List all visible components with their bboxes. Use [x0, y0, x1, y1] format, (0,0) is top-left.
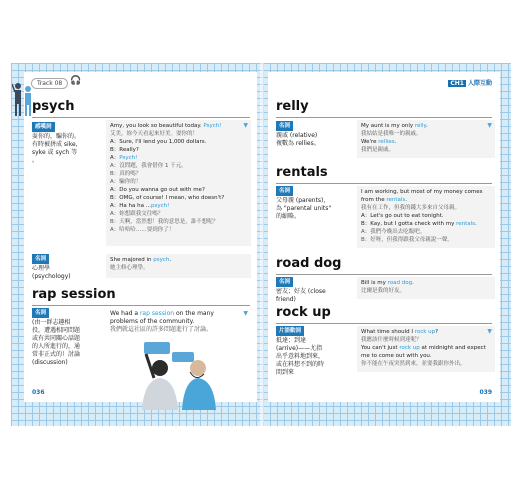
definition-line: (由一群志趣相 [32, 319, 71, 326]
highlighted-term: rock up [399, 345, 420, 351]
definition-line: 複數為 rellies。 [276, 140, 320, 147]
example-fragment: . [425, 123, 428, 129]
example-box-psych-2 [106, 254, 251, 278]
definition-text [32, 265, 104, 281]
example-fragment: She majored in [110, 257, 154, 263]
example-line [361, 336, 491, 344]
example-fragment: 艾美，妳今天看起來好美。耍你的！ [110, 131, 199, 137]
definition-line: (psychology) [32, 273, 71, 280]
example-fragment: Bill is my [361, 280, 388, 286]
example-line [110, 310, 247, 318]
example-text [361, 328, 491, 368]
example-fragment: B：好呀，但我得跟我父母親說一聲。 [361, 237, 453, 243]
example-fragment: You can't just [361, 345, 400, 351]
definition-line: 出乎意料地到來， [276, 353, 325, 360]
example-text [361, 279, 491, 295]
spine [260, 63, 264, 426]
left-page [24, 72, 257, 402]
definition-line: 親戚 (relative) [276, 132, 318, 139]
example-line [110, 178, 247, 186]
example-line [110, 138, 247, 146]
example-line [110, 170, 247, 178]
book-spread [11, 63, 511, 426]
divider [276, 117, 492, 118]
definition-line: 耍你的，騙你的。 [32, 133, 81, 140]
example-fragment: . [394, 139, 397, 145]
pos-badge: 名詞 [276, 121, 293, 131]
example-fragment: A：騙你的！ [110, 179, 142, 185]
example-fragment: 我姑姑是我唯一的親戚。 [361, 131, 422, 137]
example-fragment: 我們就這社區的許多問題進行了討論。 [110, 326, 213, 333]
example-fragment: A：Ha ha ha ... [110, 203, 151, 209]
example-line [110, 154, 247, 162]
example-fragment: from the [361, 197, 387, 203]
example-fragment: . [169, 257, 172, 263]
divider [276, 183, 492, 184]
example-line [361, 220, 491, 228]
definition-line: 投，遭遇相同問題 [32, 327, 81, 334]
definition-line: (arrive)——尤指 [276, 345, 323, 352]
track-label: Track 08 [31, 78, 68, 89]
chapter-label [448, 78, 492, 87]
example-fragment: What time should I [361, 329, 415, 335]
highlighted-term: Psych! [119, 155, 138, 161]
example-line [361, 196, 491, 204]
example-fragment: B：Really? [110, 147, 139, 153]
example-fragment: 我們是親戚。 [361, 147, 395, 153]
highlighted-term: road dog [387, 280, 413, 286]
example-fragment: My aunt is my only [361, 123, 415, 129]
highlighted-term: psych [153, 257, 170, 263]
example-fragment: A：我們今晚出去吃飯吧。 [361, 229, 426, 235]
definition-line: (discussion) [32, 359, 68, 366]
example-line [110, 122, 247, 130]
example-line [110, 256, 247, 264]
example-box-psych-1 [106, 120, 251, 246]
definition-line: 。 [32, 157, 39, 164]
definition-rock-up [276, 326, 356, 377]
highlighted-term: rellies [378, 139, 395, 145]
example-line [110, 130, 247, 138]
definition-relly [276, 121, 356, 148]
example-fragment: A：妳想跟我交往嗎？ [110, 211, 164, 217]
example-line [110, 326, 247, 334]
example-box-rap-session [106, 308, 251, 334]
definition-line: 抵達；到達 [276, 337, 307, 344]
example-fragment: Amy, you look so beautiful today. [110, 123, 204, 129]
divider [276, 323, 492, 324]
example-line [361, 188, 491, 196]
chapter-tag: CH1 [450, 80, 464, 87]
example-fragment: B：天啊，當然想！我的意思是，誰不想呢？ [110, 219, 219, 225]
example-line [361, 360, 491, 368]
chapter-title: 人際互動 [467, 80, 492, 87]
example-line [110, 194, 247, 202]
pos-badge: 片語動詞 [276, 326, 304, 336]
example-box-relly [357, 120, 495, 158]
definition-text [32, 133, 104, 165]
example-fragment: A： [110, 155, 120, 161]
example-fragment: . [412, 280, 414, 286]
definition-text [276, 132, 356, 148]
definition-line: 的縮略。 [276, 213, 301, 220]
definition-rap-session [32, 308, 104, 367]
triangle-icon: ▼ [243, 310, 248, 317]
pos-badge: 名詞 [276, 277, 293, 287]
example-line [361, 228, 491, 236]
definition-line: 或在料想不到的時 [276, 361, 325, 368]
example-fragment: I am working, but most of my money comes [361, 189, 483, 195]
example-fragment: at midnight and expect [419, 345, 486, 351]
entry-word-rentals: rentals [276, 165, 328, 180]
example-fragment: on the many [174, 310, 214, 317]
pos-badge: 名詞 [276, 186, 293, 196]
example-box-road-dog [357, 277, 495, 299]
entry-word-rap-session: rap session [32, 287, 116, 302]
page-number-left: 036 [32, 389, 45, 396]
example-text [110, 122, 247, 234]
example-fragment: B：Kay, but I gotta check with my [361, 221, 457, 227]
definition-line: 為 "parental units" [276, 205, 332, 212]
definition-rentals [276, 186, 356, 221]
divider [32, 117, 250, 118]
example-text [361, 122, 491, 154]
definition-line: friend) [276, 296, 296, 303]
example-box-rock-up [357, 326, 495, 372]
example-text [361, 188, 491, 244]
example-line [110, 218, 247, 226]
example-fragment: me to come out with you. [361, 353, 432, 359]
right-page [268, 72, 500, 402]
definition-text [276, 288, 356, 304]
example-line [361, 287, 491, 295]
example-line [110, 186, 247, 194]
example-fragment: 她主修心理學。 [110, 265, 149, 271]
highlighted-term: psych! [150, 203, 170, 209]
triangle-icon: ▼ [243, 122, 248, 129]
page-number-right: 039 [479, 389, 492, 396]
entry-word-psych: psych [32, 99, 75, 114]
example-line [361, 138, 491, 146]
definition-psych-1 [32, 122, 104, 165]
example-line [361, 344, 491, 352]
example-fragment: problems of the community. [110, 318, 195, 325]
definition-line: 或有共同關心話題 [32, 335, 81, 342]
example-line [361, 204, 491, 212]
highlighted-term: Psych! [203, 123, 222, 129]
triangle-icon: ▼ [487, 328, 492, 335]
divider [32, 305, 250, 306]
example-line [361, 279, 491, 287]
definition-line: 心理學 [32, 265, 51, 272]
definition-road-dog [276, 277, 356, 304]
example-line [110, 264, 247, 272]
example-fragment: A：Sure, I'll lend you 1,000 dollars. [110, 139, 207, 145]
definition-line: 常非正式的）討論 [32, 351, 81, 358]
example-fragment: B：OMG, of course! I mean, who doesn't? [110, 195, 225, 201]
example-fragment: 比爾是我的好友。 [361, 288, 406, 294]
discussion-illustration [124, 334, 228, 414]
example-text [110, 256, 247, 272]
example-fragment: 你不能在午夜突然到來，並要我跟你外出。 [361, 361, 466, 367]
example-line [361, 122, 491, 130]
example-line [110, 162, 247, 170]
example-fragment: . [405, 197, 408, 203]
example-line [110, 146, 247, 154]
highlighted-term: rap session [139, 310, 175, 317]
definition-text [276, 197, 356, 221]
example-fragment: . [475, 221, 477, 227]
pos-badge: 感嘆詞 [32, 122, 55, 132]
example-line [361, 352, 491, 360]
example-line [110, 318, 247, 326]
example-line [361, 236, 491, 244]
example-fragment: A：哈哈哈……耍到你了！ [110, 227, 175, 233]
example-fragment: A：沒問題，我會借你 1 千元。 [110, 163, 187, 169]
example-line [361, 130, 491, 138]
pos-badge: 名詞 [32, 308, 49, 318]
example-line [110, 226, 247, 234]
definition-line: 密友；好友 (close [276, 288, 326, 295]
example-fragment: We had a [110, 310, 140, 317]
example-fragment: A：Do you wanna go out with me? [110, 187, 205, 193]
example-fragment: ? [435, 329, 439, 335]
definition-line: syke 或 sych 等 [32, 149, 78, 156]
example-fragment: A：Let's go out to eat tonight. [361, 213, 444, 219]
definition-text [32, 319, 104, 367]
example-fragment: B：真的嗎？ [110, 171, 142, 177]
definition-line: 有時被拼成 sike, [32, 141, 78, 148]
example-line [361, 212, 491, 220]
definition-line: 的人所進行的，通 [32, 343, 81, 350]
example-line [110, 210, 247, 218]
highlighted-term: rentals [456, 221, 476, 227]
entry-word-road-dog: road dog [276, 256, 342, 271]
example-text [110, 310, 247, 334]
audio-icon: 🎧 [70, 76, 82, 86]
divider [276, 274, 492, 275]
example-line [361, 328, 491, 336]
definition-text [276, 337, 356, 377]
example-line [110, 202, 247, 210]
example-line [361, 146, 491, 154]
example-box-rentals [357, 186, 495, 248]
entry-word-relly: relly [276, 99, 309, 114]
triangle-icon: ▼ [487, 122, 492, 129]
highlighted-term: rentals [386, 197, 406, 203]
highlighted-term: rock up [414, 329, 436, 335]
example-fragment: 我應該什麼時候到達呢？ [361, 337, 422, 343]
entry-word-rock-up: rock up [276, 305, 331, 320]
definition-line: 父母親 (parents)， [276, 197, 330, 204]
definition-psych-2 [32, 254, 104, 281]
highlighted-term: relly [414, 123, 426, 129]
example-fragment: We're [361, 139, 379, 145]
pos-badge: 名詞 [32, 254, 49, 264]
example-fragment: 我有在工作，但我的錢大多來自父母親。 [361, 205, 461, 211]
definition-line: 間到來 [276, 369, 295, 376]
